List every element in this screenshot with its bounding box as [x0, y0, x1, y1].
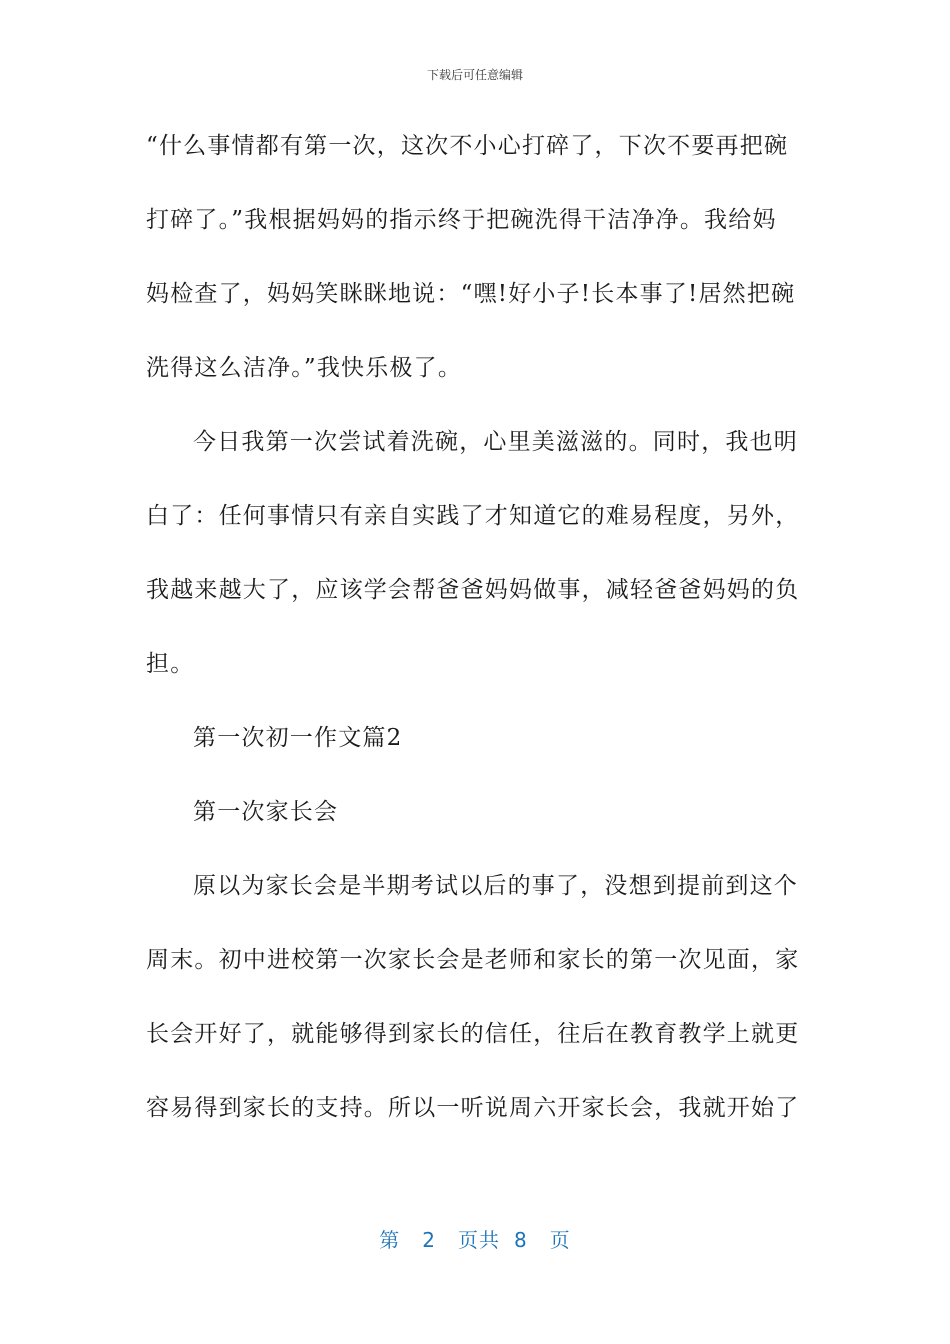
section-heading: 第一次初一作文篇2 — [193, 725, 403, 751]
text-line: “什么事情都有第一次，这次不小心打碎了，下次不要再把碗 — [146, 133, 789, 159]
text-line: 妈检查了，妈妈笑眯眯地说：“嘿!好小子!长本事了!居然把碗 — [146, 281, 796, 307]
text-line: 担。 — [146, 651, 195, 677]
current-page-number: 2 — [422, 1228, 436, 1252]
document-body — [146, 120, 806, 1156]
text-line: 容易得到家长的支持。所以一听说周六开家长会，我就开始了 — [146, 1095, 800, 1121]
total-label: 页共 — [458, 1228, 500, 1252]
text-line: 打碎了。”我根据妈妈的指示终于把碗洗得干洁净净。我给妈 — [146, 207, 777, 233]
text-line: 今日我第一次尝试着洗碗，心里美滋滋的。同时，我也明 — [193, 429, 798, 455]
header-note: 下载后可任意编辑 — [426, 68, 523, 82]
page-footer — [0, 1224, 950, 1253]
page-label: 第 — [379, 1228, 401, 1252]
text-line: 洗得这么洁净。”我快乐极了。 — [146, 355, 463, 381]
total-pages-number: 8 — [514, 1228, 528, 1252]
text-line: 原以为家长会是半期考试以后的事了，没想到提前到这个 — [193, 873, 798, 899]
page-end-label: 页 — [549, 1228, 571, 1252]
text-line: 周末。初中进校第一次家长会是老师和家长的第一次见面，家 — [146, 947, 800, 973]
essay-title: 第一次家长会 — [193, 799, 339, 825]
text-line: 白了：任何事情只有亲自实践了才知道它的难易程度，另外， — [146, 503, 800, 529]
text-line: 我越来越大了，应该学会帮爸爸妈妈做事，减轻爸爸妈妈的负 — [146, 577, 800, 603]
text-line: 长会开好了，就能够得到家长的信任，往后在教育教学上就更 — [146, 1021, 800, 1047]
